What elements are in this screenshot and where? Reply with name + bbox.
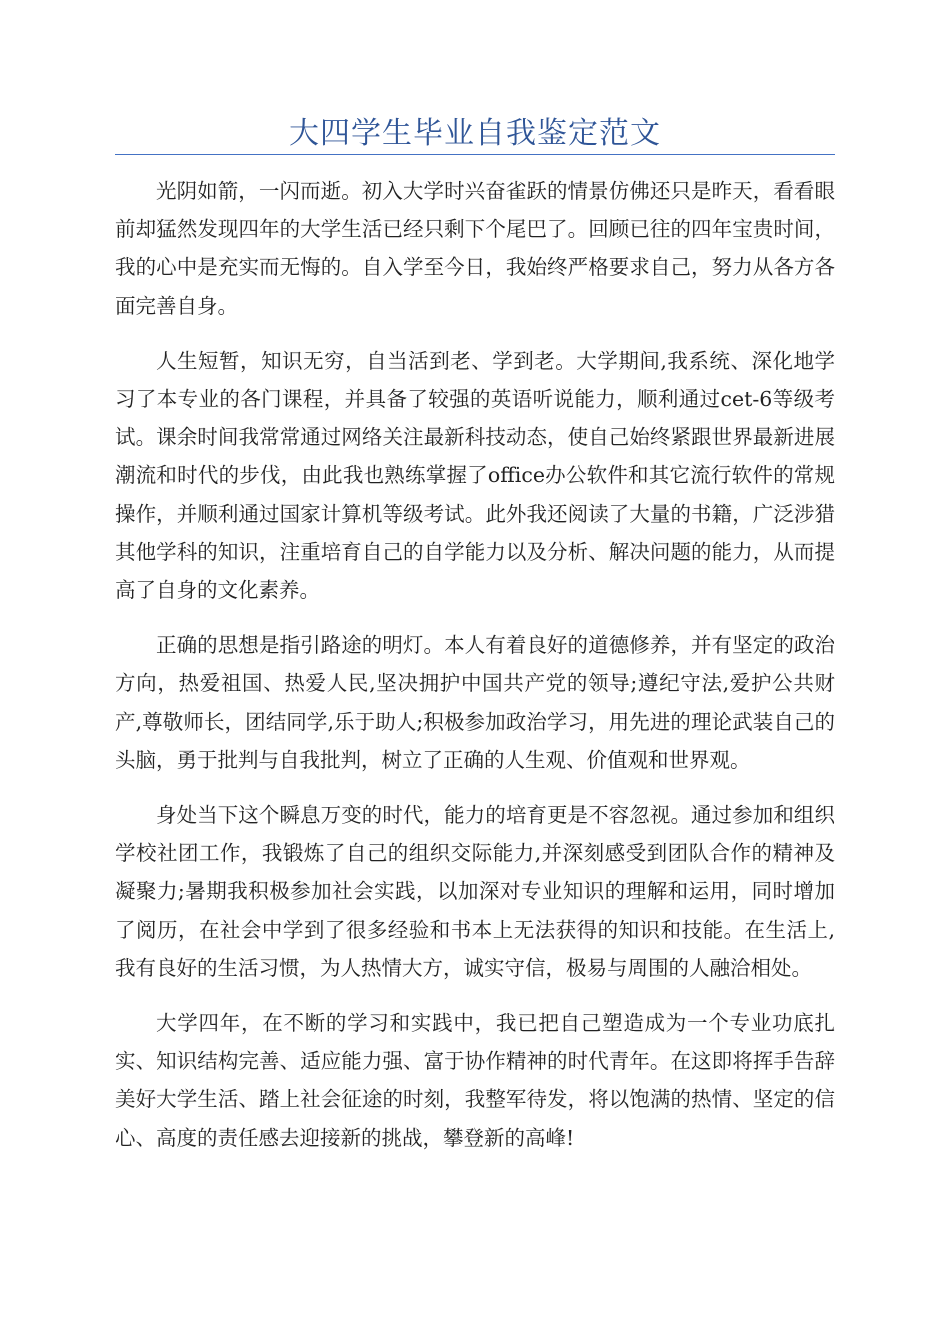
paragraph-1: 光阴如箭，一闪而逝。初入大学时兴奋雀跃的情景仿佛还只是昨天，看看眼前却猛然发现四年的大学生活已经只剩下个尾巴了。回顾已往的四年宝贵时间，我的心中是充实而无悔的。自入学至今日，我始终严格要求自己，努力从各方各面完善自身。 [115,179,835,318]
paragraph-2: 人生短暂，知识无穷，自当活到老、学到老。大学期间,我系统、深化地学习了本专业的各门课程，并具备了较强的英语听说能力，顺利通过cet-6等级考试。课余时间我常常通过网络关注最新科技动态，使自己始终紧跟世界最新进展潮流和时代的步伐，由此我也熟练掌握了office办公软件和其它流行软件的常规操作，并顺利通过国家计算机等级考试。此外我还阅读了大量的书籍，广泛涉猎其他学科的知识，注重培育自己的自学能力以及分析、解决问题的能力，从而提高了自身的文化素养。 [115,348,835,603]
paragraph-3: 正确的思想是指引路途的明灯。本人有着良好的道德修养，并有坚定的政治方向，热爱祖国、热爱人民,坚决拥护中国共产党的领导;遵纪守法,爱护公共财产,尊敬师长，团结同学,乐于助人;积极参加政治学习，用先进的理论武装自己的头脑，勇于批判与自我批判，树立了正确的人生观、价值观和世界观。 [115,633,835,772]
paragraph-5: 大学四年，在不断的学习和实践中，我已把自己塑造成为一个专业功底扎实、知识结构完善、适应能力强、富于协作精神的时代青年。在这即将挥手告辞美好大学生活、踏上社会征途的时刻，我整军待发，将以饱满的热情、坚定的信心、高度的责任感去迎接新的挑战，攀登新的高峰! [115,1011,835,1150]
document-body [115,172,835,1174]
document-title: 大四学生毕业自我鉴定范文 [289,116,661,151]
paragraph-4: 身处当下这个瞬息万变的时代，能力的培育更是不容忽视。通过参加和组织学校社团工作，我锻炼了自己的组织交际能力,并深刻感受到团队合作的精神及凝聚力;暑期我积极参加社会实践，以加深对专业知识的理解和运用，同时增加了阅历，在社会中学到了很多经验和书本上无法获得的知识和技能。在生活上,我有良好的生活习惯，为人热情大方，诚实守信，极易与周围的人融洽相处。 [115,803,835,980]
title-underline [115,154,835,155]
